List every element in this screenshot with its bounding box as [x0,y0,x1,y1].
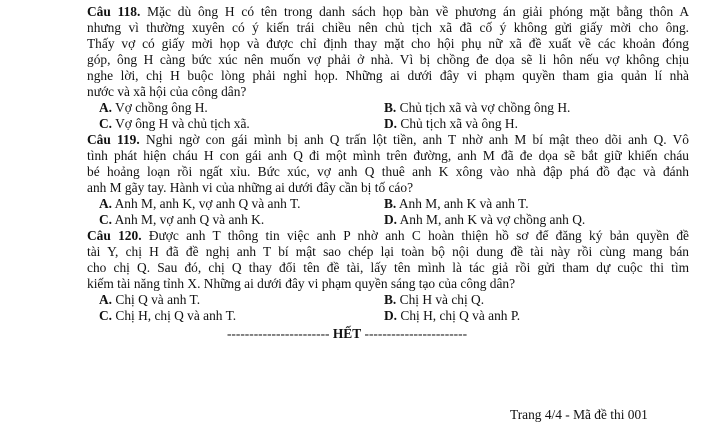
option-letter: A. [99,196,113,211]
end-label: HẾT [332,326,362,341]
question-text-line: tình phát hiện cháu H con gái anh Q đi một mình trên đường, anh M đã đe dọa sẽ bắt giữ khiến cháu [87,148,689,163]
option-letter: D. [384,308,398,323]
page-footer: Trang 4/4 - Mã đề thi 001 [510,407,648,422]
option-b [384,292,484,308]
option-letter: B. [384,100,397,115]
option-text: Chủ tịch xã và vợ chồng ông H. [399,100,571,115]
question-text-line: góp, ông H càng bức xúc nên muốn vợ phải ở nhà. Vì bị chồng đe dọa sẽ li hôn nếu vợ không chịu [87,52,689,67]
option-d [384,116,518,132]
option-b [384,196,529,212]
question-120-line-1 [87,228,689,244]
question-text-line: nước và xã hội của công dân? [87,84,247,99]
option-text: Chị Q và anh T. [115,292,201,307]
option-letter: C. [99,308,113,323]
question-119-line-1 [87,132,689,148]
option-letter: B. [384,292,397,307]
end-marker [87,326,607,342]
question-text-line: bé hoảng loạn rồi ngất xỉu. Bức xúc, vợ anh Q thuê anh K xông vào nhà đập phá đồ đạc và đánh [87,164,689,179]
question-text: Được anh T thông tin việc anh P nhờ anh C hoàn thiện hồ sơ để đăng ký bản quyền đề [148,228,689,243]
question-number: Câu 118. [87,4,141,19]
option-letter: A. [99,292,113,307]
option-letter: A. [99,100,113,115]
option-text: Vợ chồng ông H. [115,100,208,115]
option-letter: C. [99,116,113,131]
option-text: Anh M, anh K, vợ anh Q và anh T. [114,196,301,211]
question-text-line: kiếm tài năng tỉnh X. Những ai dưới đây vi phạm quyền sáng tạo của công dân? [87,276,516,291]
option-letter: B. [384,196,397,211]
option-letter: D. [384,116,398,131]
option-c [99,308,236,324]
question-text-line: nghe lời, chị H buộc lòng phải nghỉ họp. Những ai dưới đây vi phạm quyền tham gia quản lí nhà [87,68,689,83]
option-text: Anh M, vợ anh Q và anh K. [114,212,265,227]
option-text: Chị H và chị Q. [399,292,485,307]
question-text: Nghi ngờ con gái mình bị anh Q trấn lột tiền, anh T nhờ anh M bí mật theo dõi anh Q. Vô [145,132,689,147]
question-number: Câu 119. [87,132,140,147]
option-text: Chị H, chị Q và anh P. [400,308,521,323]
option-text: Anh M, anh K và anh T. [398,196,529,211]
option-a [99,100,208,116]
option-a [99,292,200,308]
option-text: Chị H, chị Q và anh T. [115,308,237,323]
option-letter: C. [99,212,113,227]
option-c [99,212,264,228]
question-text-line: anh M gãy tay. Hành vi của những ai dưới đây cần bị tố cáo? [87,180,414,195]
option-letter: D. [384,212,398,227]
end-dashes-right: ----------------------- [364,326,468,341]
option-c [99,116,250,132]
option-text: Anh M, anh K và vợ chồng anh Q. [399,212,586,227]
question-text-line: nhưng vì thường xuyên có ý kiến trái chiều nên chủ tịch xã đã cố ý không gửi giấy mời cho ông. [87,20,689,35]
option-d [384,308,520,324]
option-d [384,212,585,228]
end-dashes-left: ----------------------- [226,326,330,341]
question-118-line-1 [87,4,689,20]
question-text: Mặc dù ông H có tên trong danh sách họp bàn về phương án giải phóng mặt bằng thôn A [147,4,689,19]
question-text-line: cho chị Q. Sau đó, chị Q thay đổi tên đề tài, lấy tên mình là tác giả rồi gửi tham dự cuộc thi tìm [87,260,689,275]
option-a [99,196,300,212]
option-text: Vợ ông H và chủ tịch xã. [115,116,250,131]
option-b [384,100,570,116]
question-number: Câu 120. [87,228,142,243]
option-text: Chủ tịch xã và ông H. [400,116,518,131]
question-text-line: Thấy vợ có giấy mời họp và được chỉ định thay mặt cho hội phụ nữ xã đề xuất về các khoản đóng [87,36,689,51]
question-text-line: tài Y, chị H đã đề nghị anh T bí mật sao chép lại toàn bộ nội dung đề tài này rồi cùng mang bán [87,244,689,259]
